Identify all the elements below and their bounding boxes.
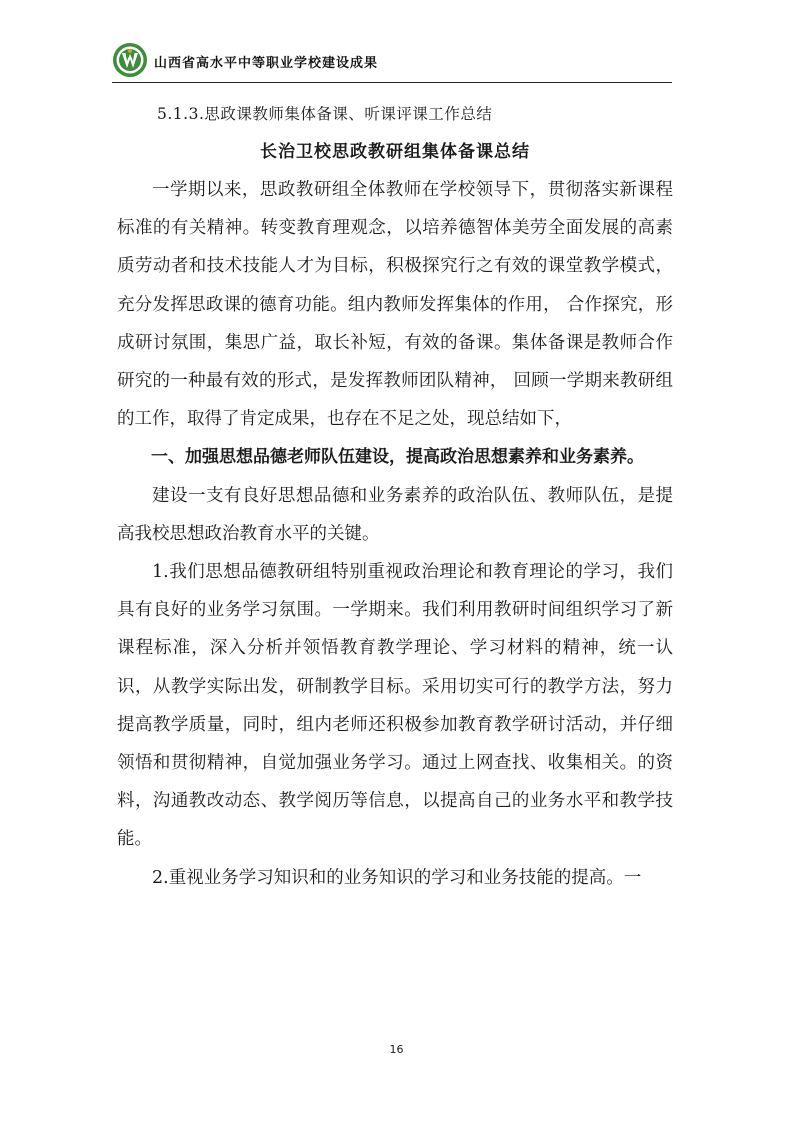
header-divider <box>112 82 672 83</box>
list-item-2: 2.重视业务学习知识和的业务知识的学习和业务技能的提高。一 <box>152 867 642 888</box>
intro-paragraph: 一学期以来，思政教研组全体教师在学校领导下，贯彻落实新课程标准的有关精神。转变教育理观念，以培养德智体美劳全面发展的高素质劳动者和技术技能人才为目标，积极探究行之有效的课堂教学模式，充分发挥思政课的德育功能。组内教师发挥集体的作用， 合作探究，形成研讨氛围，集思广益，取长补短，有效的备课。集体备课是教师合作研究的一种最有效的形式，是发挥教师团队精神， 回顾一学期来教研组的工作，取得了肯定成果，也存在不足之处，现总结如下， <box>117 180 673 430</box>
school-logo-icon <box>112 42 148 78</box>
section-number-title: 5.1.3.思政课教师集体备课、听课评课工作总结 <box>157 105 493 123</box>
section-heading: 一、加强思想品德老师队伍建设，提高政治思想素养和业务素养。 <box>151 447 644 468</box>
document-body <box>117 102 673 897</box>
page-header <box>112 40 672 84</box>
document-title: 长治卫校思政教研组集体备课总结 <box>260 142 530 162</box>
section-paragraph: 建设一支有良好思想品德和业务素养的政治队伍、教师队伍，是提高我校思想政治教育水平的关键。 <box>117 485 673 544</box>
list-item-1: 1.我们思想品德教研组特别重视政治理论和教育理论的学习，我们具有良好的业务学习氛围。一学期来。我们利用教研时间组织学习了新课程标准，深入分析并领悟教育教学理论、学习材料的精神，统一认识，从教学实际出发，研制教学目标。采用切实可行的教学方法，努力提高教学质量，同时，组内老师还积极参加教育教学研讨活动，并仔细领悟和贯彻精神，自觉加强业务学习。通过上网查找、收集相关。的资料，沟通教改动态、教学阅历等信息，以提高自己的业务水平和教学技能。 <box>117 562 673 850</box>
page-number: 16 <box>389 1043 404 1056</box>
header-title: 山西省高水平中等职业学校建设成果 <box>154 56 379 71</box>
